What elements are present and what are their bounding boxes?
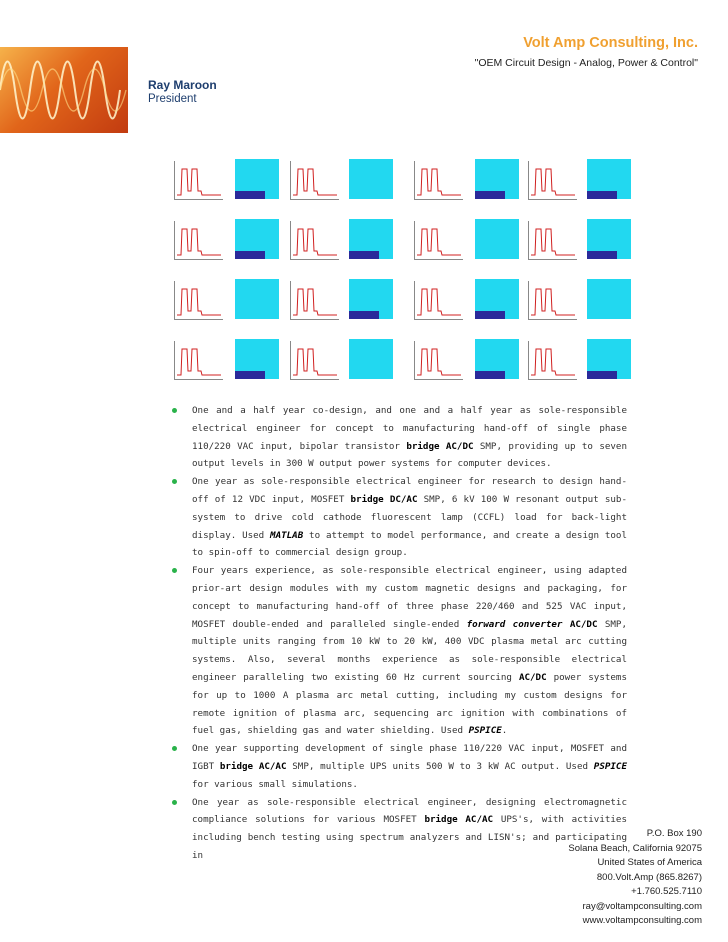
waveform-plot (290, 161, 339, 200)
simulation-plot (470, 215, 522, 265)
plot-data (587, 251, 617, 259)
person-name: Ray Maroon (148, 78, 217, 92)
waveform-plot (174, 281, 223, 320)
experience-item (172, 794, 627, 865)
highlight-term: MATLAB (270, 529, 304, 541)
waveform-plot (290, 281, 339, 320)
address-line: P.O. Box 190 (646, 828, 702, 839)
plot-data (475, 311, 505, 319)
contact-address (568, 827, 702, 929)
simulation-plot (172, 275, 224, 325)
plot-data (349, 311, 379, 319)
highlight-term: AC/DC (518, 671, 547, 683)
plot-area (475, 219, 519, 259)
address-line: ray@voltampconsulting.com (582, 900, 702, 912)
address-line: United States of America (597, 857, 702, 868)
highlight-term: bridge AC/DC (406, 440, 474, 452)
plot-data (235, 191, 265, 199)
waveform-plot (174, 221, 223, 260)
simulation-plot (470, 155, 522, 205)
experience-list (172, 402, 627, 865)
simulation-plot (344, 275, 396, 325)
experience-item (172, 402, 627, 473)
address-line: +1.760.525.7110 (631, 886, 702, 897)
waveform-plot (528, 341, 577, 380)
plot-area (349, 159, 393, 199)
waveform-plot (414, 281, 463, 320)
simulation-plot-grid (172, 155, 626, 403)
experience-item (172, 562, 627, 740)
highlight-term: bridge AC/AC (424, 814, 494, 826)
highlight-term: PSPICE (593, 760, 627, 772)
item-text: One year as sole-responsible electrical engineer for research to design hand-off of 12 VDC input, MOSFET (192, 476, 627, 505)
simulation-plot (172, 215, 224, 265)
item-text: to attempt to model performance, and create a design tool to spin-off to commercial design group. (192, 529, 627, 559)
company-header (475, 35, 698, 69)
item-text: SMP, 6 kV 100 W resonant output sub-system to drive cold cathode fluorescent lamp (CCFL) load for back-light display. Used (192, 493, 627, 541)
simulation-plot (582, 335, 634, 385)
plot-data (587, 191, 617, 199)
item-text: SMP, multiple units ranging from 10 kW to 20 kW, 400 VDC plasma metal arc cutting systems. Also, several months experience as sole-responsible electrical engineer paralleling two existing 60 Hz current sourcing (192, 618, 627, 683)
waveform-plot (414, 221, 463, 260)
item-text: UPS's, with activities including bench testing using spectrum analyzers and LISN's; and participating in (192, 814, 627, 861)
item-text: One and a half year co-design, and one and a half year as sole-responsible electrical engineer for concept to manufacturing hand-off of single phase 110/220 VAC input, bipolar transistor (192, 405, 627, 452)
plot-area (349, 339, 393, 379)
simulation-plot (230, 215, 282, 265)
plot-data (475, 371, 505, 379)
person-title: President (148, 93, 197, 105)
simulation-plot (288, 335, 340, 385)
simulation-plot (230, 335, 282, 385)
waveform-plot (290, 221, 339, 260)
simulation-plot (344, 215, 396, 265)
simulation-plot (470, 275, 522, 325)
waveform-icon (0, 47, 128, 133)
item-text: power systems for up to 1000 A plasma arc metal cutting, including my custom designs for remote ignition of plasma arc, sequencing arc ignition with combinations of fuel gas, shielding gas and water shielding. Used (192, 671, 627, 737)
simulation-plot (526, 155, 578, 205)
company-tagline: "OEM Circuit Design - Analog, Power & Control" (474, 57, 698, 69)
simulation-plot (582, 155, 634, 205)
simulation-plot (412, 215, 464, 265)
simulation-plot (582, 215, 634, 265)
simulation-plot (230, 275, 282, 325)
item-text: for various small simulations. (192, 778, 358, 790)
simulation-plot (526, 275, 578, 325)
item-text: . (501, 725, 508, 737)
company-logo (0, 47, 128, 133)
simulation-plot (344, 155, 396, 205)
plot-data (349, 251, 379, 259)
simulation-plot (412, 335, 464, 385)
plot-area (235, 279, 279, 319)
highlight-term: bridge DC/AC (350, 493, 418, 505)
waveform-plot (174, 161, 223, 200)
simulation-plot (288, 215, 340, 265)
experience-item (172, 740, 627, 793)
plot-data (475, 191, 505, 199)
simulation-plot (172, 155, 224, 205)
waveform-plot (290, 341, 339, 380)
plot-area (587, 279, 631, 319)
company-name: Volt Amp Consulting, Inc. (523, 35, 698, 51)
waveform-plot (414, 161, 463, 200)
plot-data (235, 251, 265, 259)
waveform-plot (528, 221, 577, 260)
waveform-plot (174, 341, 223, 380)
waveform-plot (528, 161, 577, 200)
item-text: One year as sole-responsible electrical engineer, designing electromagnetic compliance solutions for various MOSFET (192, 796, 627, 826)
waveform-plot (528, 281, 577, 320)
simulation-plot (412, 275, 464, 325)
simulation-plot (288, 155, 340, 205)
person-block (148, 78, 217, 105)
item-text: SMP, multiple UPS units 500 W to 3 kW AC output. Used (286, 760, 594, 772)
simulation-plot (526, 335, 578, 385)
simulation-plot (230, 155, 282, 205)
simulation-plot (172, 335, 224, 385)
item-text: Four years experience, as sole-responsible electrical engineer, using adapted prior-art design modules with my custom magnetic designs and packaging, for concept to manufacturing hand-off of three phase 220/460 and 525 VAC input, MOSFET double-ended and paralleled single-ended (192, 565, 627, 630)
address-line: Solana Beach, California 92075 (568, 842, 702, 854)
highlight-term: forward converter (466, 618, 563, 630)
address-line: www.voltampconsulting.com (582, 915, 702, 926)
simulation-plot (526, 215, 578, 265)
simulation-plot (470, 335, 522, 385)
highlight-term: PSPICE (468, 725, 502, 737)
item-text: SMP, providing up to seven output levels in 300 W output power systems for computer devices. (192, 440, 627, 470)
experience-item (172, 473, 627, 562)
plot-data (235, 371, 265, 379)
simulation-plot (344, 335, 396, 385)
highlight-term: bridge AC/AC (219, 760, 287, 772)
highlight-term: AC/DC (569, 618, 598, 630)
simulation-plot (582, 275, 634, 325)
address-line: 800.Volt.Amp (865.8267) (596, 871, 702, 883)
simulation-plot (412, 155, 464, 205)
waveform-plot (414, 341, 463, 380)
item-text: One year supporting development of single phase 110/220 VAC input, MOSFET and IGBT (192, 743, 627, 772)
simulation-plot (288, 275, 340, 325)
plot-data (587, 371, 617, 379)
item-text (562, 619, 569, 630)
